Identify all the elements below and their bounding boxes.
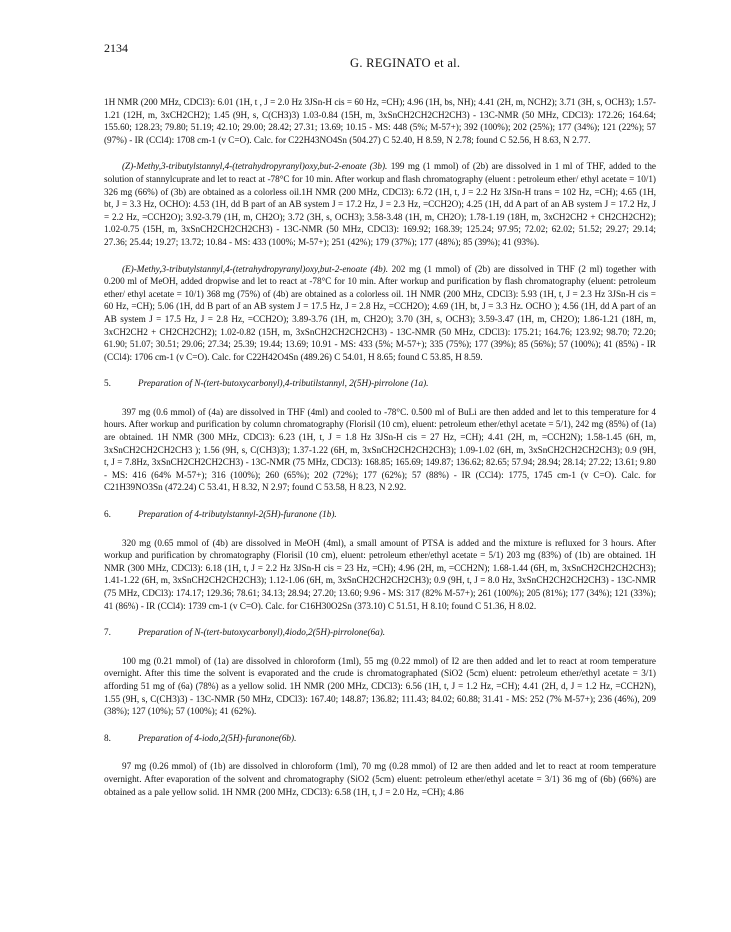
section-title: Preparation of N-(tert-butoxycarbonyl),4-tributilstannyl, 2(5H)-pirrolone (1a). — [138, 378, 429, 389]
section-title: Preparation of 4-iodo,2(5H)-furanone(6b). — [138, 732, 297, 743]
paragraph-compound-2a-data: 1H NMR (200 MHz, CDCl3): 6.01 (1H, t , J = 2.0 Hz 3JSn-H cis = 60 Hz, =CH); 4.96 (1H, bs, NH); 4.41 (2H, m, NCH2); 3.71 (3H, s, OCH3); 1.57-1.21 (12H, m, 3xCH2CH2); 1.45 (9H, s, C(CH3)3) 1.03-0.84 (15H, m, 3xSnCH2CH2CH2CH3) - 13C-NMR (50 MHz, CDCl3): 172.26; 164.64; 155.60; 128.23; 79.80; 51.19; 42.10; 29.00; 28.42; 27.31; 13.69; 10.15 - MS: 448 (5%; M-57+); 392 (100%); 202 (25%); 177 (34%); 121 (22%); 57 (97%) - IR (CCl4): 1708 cm-1 (v C=O). Calc. for C22H43NO4Sn (504.27) C 52.40, H 8.59, N 2.78; found C 52.56, H 8.63, N 2.77. — [104, 97, 656, 145]
paragraph-section-5: 397 mg (0.6 mmol) of (4a) are dissolved in THF (4ml) and cooled to -78°C. 0.500 ml of BuLi are then added and let to this temperature for 4 hours. After workup and purification by column chromatography (Florisil (10 cm), eluent: petroleum ether/ethyl acetate = 5/1), 242 mg (85%) of (1a) are obtained. 1H NMR (300 MHz, CDCl3): 6.23 (1H, t, J = 1.8 Hz 3JSn-H cis = 27 Hz, =CH); 4.41 (2H, m, =CCH2N); 1.58-1.45 (6H, m, 3xSnCH2CH2CH2CH3 ); 1.56 (9H, s, C(CH3)3); 1.37-1.22 (6H, m, 3xSnCH2CH2CH2CH3); 1.09-1.02 (6H, m, 3xSnCH2CH2CH2CH3); 0.9 (9H, t, J = 7.8Hz, 3xSnCH2CH2CH2CH3) - 13C-NMR (75 MHz, CDCl3): 168.85; 165.69; 149.87; 136.62; 82.65; 57.94; 28.94; 28.14; 27.22; 13.61; 9.80 - MS: 416 (64% M-57+); 316 (100%); 260 (65%); 202 (72%); 177 (62%); 57 (88%) - IR (CCl4): 1775, 1745 cm-1 (v C=O). Calc. for C21H39NO3Sn (472.24) C 53.41, H 8.32, N 2.97; found C 53.58, H 8.23, N 2.92. — [104, 406, 656, 493]
procedure-text-4b: 202 mg (1 mmol) of (2b) are dissolved in THF (2 ml) together with 0.200 ml of MeOH, added dropwise and let to react at -78°C for 10 min. After workup and purification by flash chromatography (eluent: petroleum ether/ ethyl acetate = 10/1) 368 mg (75%) of (4b) are obtained as a colorless oil. 1H NMR (200 MHz, CDCl3): 5.93 (1H, t, J = 2.3 Hz 3JSn-H cis = 60 Hz, =CH); 5.06 (1H, dd B part of an AB system J = 17.5 Hz, J = 2.8 Hz, =CCH2O); 4.69 (1H, bt, J = 3.3 Hz. OCHO ); 4.56 (1H, dd A part of an AB system J = 17.5 Hz, J = 2.8 Hz, =CCH2O); 3.89-3.76 (1H, m, CH2O); 3.70 (3H, s, OCH3); 3.59-3.47 (1H, m, CH2O); 1.86-1.21 (18H, m, 3xCH2CH2 + CH2CH2CH2); 1.02-0.82 (15H, m, 3xSnCH2CH2CH2CH3) - 13C-NMR (50 MHz, CDCl3): 175.21; 164.76; 123.92; 98.70; 72.20; 61.90; 51.07; 30.51; 29.06; 27.34; 25.39; 19.44; 13.69; 10.91 - MS: 433 (5%; M-57+); 335 (75%); 177 (39%); 85 (56%); 57 (100%); 41 (85%) - IR (CCl4): 1706 cm-1 (v C=O). Calc. for C22H42O4Sn (489.26) C 54.01, H 8.65; found C 53.85, H 8.59. — [104, 263, 656, 362]
procedure-text-3b: 199 mg (1 mmol) of (2b) are dissolved in 1 ml of THF, added to the solution of stannylcuprate and let to react at -78°C for 10 min. After workup and flash chromatography (eluent : petroleum ether/ ethyl acetate = 10/1) 326 mg (66%) of (3b) are obtained as a colorless oil.1H NMR (200 MHz, CDCl3): 6.72 (1H, t, J = 2.2 Hz 3JSn-H trans = 102 Hz, =CH); 4.65 (1H, bt, J = 3.3 Hz, OCHO): 4.53 (1H, dd B part of an AB system J = 17.2 Hz, J = 2.3 Hz, =CCH2O); 4.25 (1H, dd A part of an AB system J = 17.2 Hz, J = 2.2 Hz, =CCH2O); 3.92-3.79 (1H, m, CH2O); 3.72 (3H, s, OCH3); 3.58-3.48 (1H, m, CH2O); 1.78-1.19 (18H, m, 3xCH2CH2 + CH2CH2CH2); 1.02-0.75 (15H, m, 3xSnCH2CH2CH2CH3) - 13C-NMR (50 MHz, CDCl3): 169.92; 168.39; 125.24; 97.95; 72.02; 62.02; 51.52; 29.27; 29.14; 27.36; 25.44; 19.27; 13.72; 10.84 - MS: 433 (100%; M-57+); 251 (42%); 179 (37%); 177 (48%); 85 (39%); 41 (93%). — [104, 161, 656, 247]
paragraph-section-6: 320 mg (0.65 mmol of (4b) are dissolved in MeOH (4ml), a small amount of PTSA is added and the mixture is refluxed for 3 hours. After workup and purification by chromatography (Florisil (10 cm), eluent: petroleum ether/ethyl acetate = 5/1) 203 mg (83%) of (1b) are obtained. 1H NMR (300 MHz, CDCl3): 6.18 (1H, t, J = 2.2 Hz 3JSn-H cis = 23 Hz, =CH); 4.96 (2H, m, =CCH2N); 1.68-1.44 (6H, m, 3xSnCH2CH2CH2CH3); 1.41-1.22 (6H, m, 3xSnCH2CH2CH2CH3); 1.12-1.06 (6H, m, 3xSnCH2CH2CH2CH3); 0.9 (9H, t, J = 8.0 Hz, 3xSnCH2CH2CH2CH3) - 13C-NMR (75 MHz, CDCl3): 174.17; 129.36; 78.61; 34.13; 28.94; 27.20; 13.60; 9.96 - MS: 317 (82% M-57+); 261 (100%); 205 (81%); 177 (34%); 121 (33%); 41 (86%) - IR (CCl4): 1739 cm-1 (v C=O). Calc. for C16H30O2Sn (373.10) C 51.51, H 8.10; found C 51.36, H 8.02. — [104, 537, 656, 611]
section-title: Preparation of N-(tert-butoxycarbonyl),4iodo,2(5H)-pirrolone(6a). — [138, 627, 386, 638]
paragraph-compound-3b — [104, 160, 656, 248]
section-number: 7. — [104, 627, 111, 638]
paragraph-compound-4b — [104, 263, 656, 364]
compound-name-4b: (E)-Methy,3-tributylstannyl,4-(tetrahydropyranyl)oxy,but-2-enoate (4b). — [122, 263, 389, 274]
section-number: 5. — [104, 378, 111, 389]
section-number: 8. — [104, 732, 111, 743]
paragraph-section-8: 97 mg (0.26 mmol) of (1b) are dissolved in chloroform (1ml), 70 mg (0.28 mmol) of I2 are then added and let to react at room temperature overnight. After evaporation of the solvent and chromatography (SiO2 (5cm) eluent: petroleum ether/ethyl acetate = 3/1) 36 mg of (6b) (66%) are obtained as a pale yellow solid. 1H NMR (200 MHz, CDCl3): 6.58 (1H, t, J = 2.0 Hz, =CH); 4.86 — [104, 761, 656, 797]
section-number: 6. — [104, 509, 111, 520]
section-heading-6 — [104, 508, 656, 521]
section-heading-7 — [104, 626, 656, 639]
compound-name-3b: (Z)-Methy,3-tributylstannyl,4-(tetrahydropyranyl)oxy,but-2-enoate (3b). — [122, 161, 388, 172]
section-heading-5 — [104, 377, 656, 390]
article-body — [104, 96, 656, 812]
section-heading-8 — [104, 732, 656, 745]
paragraph-section-7: 100 mg (0.21 mmol) of (1a) are dissolved in chloroform (1ml), 55 mg (0.22 mmol) of I2 are then added and let to react at room temperature overnight. After this time the solvent is evaporated and the crude is chromatographated (SiO2 (5cm) eluent: petroleum ether/ethyl acetate = 3/1) affording 51 mg of (6a) (78%) as a yellow solid. 1H NMR (200 MHz, CDCl3): 6.56 (1H, t, J = 1.2 Hz, =CH); 4.41 (2H, d, J = 1.2 Hz, =CCH2N), 1.55 (9H, s, C(CH3)3) - 13C-NMR (50 MHz, CDCl3): 167.40; 148.87; 136.82; 111.43; 84.02; 60.88; 31.41 - MS: 252 (7% M-57+); 236 (46%), 209 (38%); 127 (10%); 57 (100%); 41 (62%). — [104, 655, 656, 717]
running-head: G. REGINATO et al. — [350, 56, 461, 70]
page-number: 2134 — [104, 41, 128, 55]
section-title: Preparation of 4-tributylstannyl-2(5H)-furanone (1b). — [138, 509, 337, 520]
